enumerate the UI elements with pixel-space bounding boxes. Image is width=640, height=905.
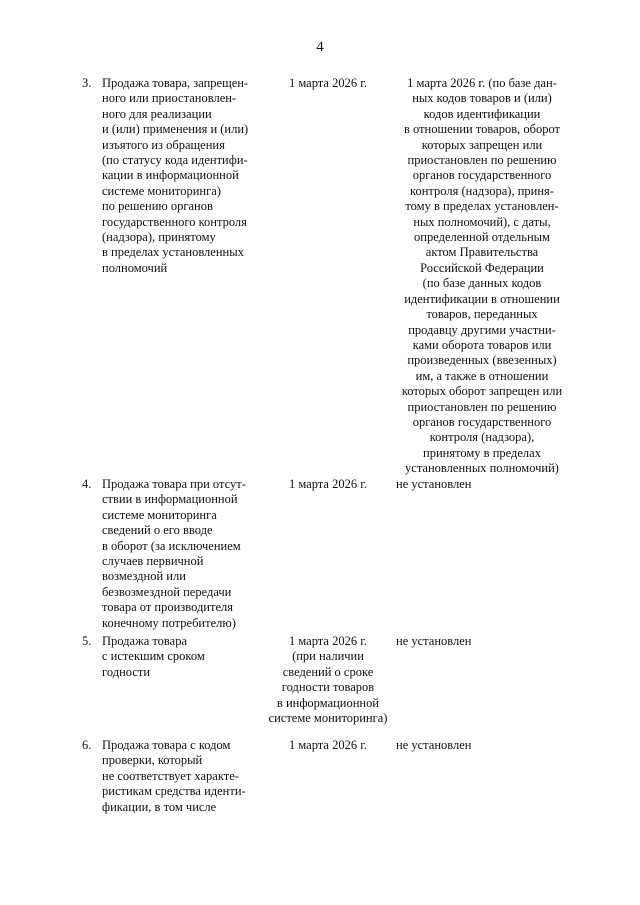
violation-description: Продажа товара, запрещен- ного или приостановлен- ного для реализации и (или) применения и (или) изъятого из обращения (по статусу кода идентифи- кации в информационной системе мониторинга) по решению органов государственного контроля (надзора), принятому в пределах установленных полномочий xyxy=(102,76,249,275)
row-number: 6. xyxy=(82,738,92,752)
start-date: 1 марта 2026 г. xyxy=(288,76,368,90)
row-number: 4. xyxy=(82,477,92,491)
start-date: 1 марта 2026 г. xyxy=(288,738,368,752)
start-date: 1 марта 2026 г. xyxy=(288,477,368,491)
violation-description: Продажа товара при отсут- ствии в информационной системе мониторинга сведений о его вводе в оборот (за исключением случаев первичной возмездной или безвозмездной передачи товара от производителя конечному потребителю) xyxy=(102,477,246,630)
term-text: 1 марта 2026 г. (по базе дан- ных кодов товаров и (или) кодов идентификации в отношении товаров, оборот которых запрещен или приостановлен по решению органов государственного контроля (надзора), приня- тому в пределах установлен- ных полномочий), с даты, определенной отдельным актом Правительства Российской Федерации (по базе данных кодов идентификации в отношении товаров, переданных продавцу другими участни- ками оборота товаров или произведенных (ввезенных) им, а также в отношении которых оборот запрещен или приостановлен по решению органов государственного контроля (надзора), принятому в пределах установленных полномочий) xyxy=(401,76,563,476)
row-number: 3. xyxy=(82,76,92,90)
term-text: не установлен xyxy=(396,738,472,752)
row-number: 5. xyxy=(82,634,92,648)
start-date: 1 марта 2026 г. (при наличии сведений о сроке годности товаров в информационной системе мониторинга) xyxy=(268,634,388,726)
page-number: 4 xyxy=(316,39,324,55)
term-text: не установлен xyxy=(396,634,472,648)
violation-description: Продажа товара с кодом проверки, который не соответствует характе- ристикам средства иденти- фикации, в том числе xyxy=(102,738,246,814)
term-text: не установлен xyxy=(396,477,472,491)
violation-description: Продажа товара с истекшим сроком годности xyxy=(102,634,205,679)
